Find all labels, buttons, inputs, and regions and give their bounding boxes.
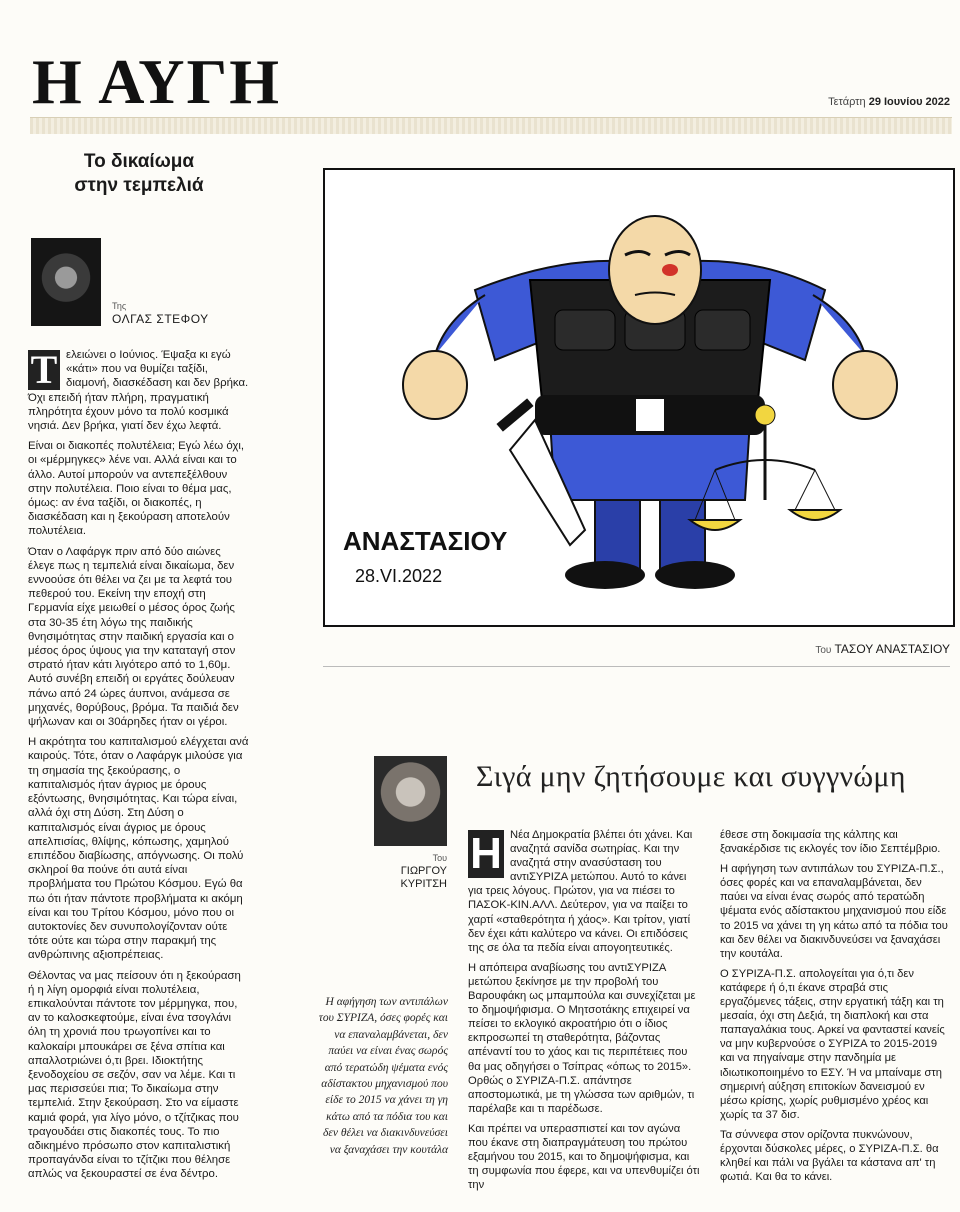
article-paragraph-6: Ο ΣΥΡΙΖΑ-Π.Σ. απολογείται για ό,τι δεν κατάφερε ή ό,τι έκανε στραβά στις εργαζόμενες τάξεις, στην εργατική τάξη και τη μεσαία, όχι στη Δεξιά, τη διαπλοκή και στα παπαγαλάκια τους. Αρκεί να φανταστεί κανείς να μην κυβερνούσε ο ΣΥΡΙΖΑ το 2015-2019 και να πηγαίναμε στην πανδημία με ιδιωτικοποιημένο το ΕΣΥ. Ή να μπαίναμε στη σημερινή αύξηση επιτοκίων δανεισμού εν μέσω κρίσης, χωρίς ρυθμισμένο χρέος και χωρίς τα 37 δισ.	[720, 967, 945, 1121]
article-paragraph-3: Και πρέπει να υπερασπιστεί και τον αγώνα που έκανε στη διαπραγμάτευση του πρώτου εξαμήνου του 2015, και το δημοψήφισμα, και τη συμφωνία που έφερε, και να υπενθυμίζει ότι την	[468, 1122, 700, 1192]
author-name-line2: ΚΥΡΙΤΣΗ	[400, 878, 447, 890]
masthead: Η ΑΥΓΗ	[32, 46, 281, 117]
article-paragraph-1: Η Νέα Δημοκρατία βλέπει ότι χάνει. Και αναζητά σανίδα σωτηρίας. Και την αναζητά στην ανασύσταση του αντιΣΥΡΙΖΑ μετώπου. Αυτό το κάνει για τρεις λόγους. Πρώτον, για να πιέσει το ΠΑΣΟΚ-ΚΙΝ.ΑΛΛ. Δεύτερον, για να παίξει το χαρτί «σταθερότητα ή χάος». Και τρίτον, γιατί δεν έχει κάτι καλύτερο να κάνει. Οι επιδόσεις της σε όλα τα πεδία είναι απογοητευτικές.	[468, 829, 693, 954]
credit-of: Του	[815, 645, 832, 656]
author-photo-kyritsis	[374, 756, 447, 846]
opinion-body	[28, 348, 250, 1188]
dropcap: Τ	[28, 350, 60, 390]
opinion-paragraph-4: Η ακρότητα του καπιταλισμού ελέγχεται ανά καιρούς. Τότε, όταν ο Λαφάργκ μιλούσε για τη σημασία της ξεκούρασης, ο καπιταλισμός ήταν άγριος με όρους εξόντωσης, θνησιμότητας. Και τώρα είναι, αλλά όχι στη Δύση. Στη Δύση ο καπιταλισμός είναι άγριος με όρους απελπισίας, θλίψης, κόπωσης, χαμηλού επιπέδου διαβίωσης, απόγνωσης. Οι πολύ σκληροί θα πούνε ότι αυτά είναι προβλήματα του Πρώτου Κόσμου. Εγώ θα πω ότι ήταν πάντοτε προβλήματα κι ακόμη είναι και του Τρίτου Κόσμου, μόνο που οι αυτοκτονίες δεν συνυπολογίζονταν ούτε τότε ούτε και τώρα στην παρακμή της ανθρώπινης αξιοπρέπειας.	[28, 736, 249, 962]
byline-of: Της	[112, 301, 127, 311]
opinion-byline	[112, 300, 209, 326]
article-paragraph-2: Η απόπειρα αναβίωσης του αντιΣΥΡΙΖΑ μετώπου ξεκίνησε με την προβολή του Βαρουφάκη ως μπαμπούλα και συνεχίζεται με το δημοψήφισμα. Ο Μητσοτάκης επιχειρεί να πείσει το εκλογικό ακροατήριο ότι ο ίδιος εκπροσωπεί τη σταθερότητα, βάζοντας απέναντί του το χάος και τις περιπέτειες που θα μας οδηγήσει ο Τσίπρας «όπως το 2015». Ορθώς ο ΣΥΡΙΖΑ-Π.Σ. απάντησε αποστομωτικά, με τη γλώσσα των αριθμών, τι παρέλαβε και τι παρέδωσε.	[468, 961, 696, 1115]
author-name-line1: ΓΙΩΡΓΟΥ	[400, 865, 447, 877]
article-title: Σιγά μην ζητήσουμε και συγγνώμη	[476, 760, 906, 793]
byline-of: Του	[432, 853, 447, 863]
author-name: ΟΛΓΑΣ ΣΤΕΦΟΥ	[112, 312, 209, 326]
dropcap: Η	[468, 830, 504, 878]
pull-quote: Η αφήγηση των αντιπάλων του ΣΥΡΙΖΑ, όσες φορές και να επαναλαμβάνεται, δεν παύει να είναι ένας σωρός από τερατώδη ψέματα ενός αδίστακτου μηχανισμού που είδε το 2015 να χάνει τη γη κάτω από τα πόδια του και δεν θέλει να διακινδυνεύσει να ξαναχάσει την κουτάλα	[318, 996, 448, 1156]
opinion-paragraph-1: Τ ελειώνει ο Ιούνιος. Έψαξα κι εγώ «κάτι» που να θυμίζει ταξίδι, διαμονή, διασκέδαση και δεν βρήκα. Όχι επειδή ήταν πλήρη, πραγματική πληρότητα έχουν μόνο τα πολύ κοσμικά νησιά. Δεν βρήκα, γιατί δεν έχω λεφτά.	[28, 347, 249, 433]
author-photo	[31, 238, 101, 326]
article-paragraph-7: Τα σύννεφα στον ορίζοντα πυκνώνουν, έρχονται δύσκολες μέρες, ο ΣΥΡΙΖΑ-Π.Σ. θα κληθεί και πάλι να βγάλει τα κάστανα απ' τη φωτιά. Και θα το κάνει.	[720, 1128, 939, 1184]
credit-name: ΤΑΣΟΥ ΑΝΑΣΤΑΣΙΟΥ	[834, 642, 950, 656]
issue-date	[828, 96, 950, 108]
date-value: 29 Ιουνίου 2022	[868, 96, 950, 108]
opinion-paragraph-5: Θέλοντας να μας πείσουν ότι η ξεκούραση ή η λίγη ομορφιά είναι πολυτέλεια, επικαλούνται πάντοτε τον μέρμηγκα, που, αν το καλοσκεφτούμε, είναι ένα τσογλάνι όλη τη χρονιά που τρωγοπίνει και το καλοκαίρι μπουκάρει σε ξένα σπίτια και απαλλοτριώνει ό,τι βρει. Ιδιοκτήτης ξενοδοχείου σε σεζόν, σαν να λέμε. Και τι μας περισσεύει πια; Το δικαίωμα στην τεμπελιά. Στην ξεκούραση. Στο να είμαστε καμιά φορά, για λίγο μόνο, ο τζίτζικας που τραγουδάει στις διακοπές τους. Το πιο αδικημένο πρόσωπο στον καπιταλιστική προπαγάνδα είναι το τζίτζικι που θέλησε απλώς να ξεκουραστεί σε ένα δέντρο.	[28, 969, 241, 1181]
cartoon-signature: ΑΝΑΣΤΑΣΙΟΥ	[343, 526, 508, 556]
opinion-title	[28, 150, 250, 198]
article-paragraph-5: Η αφήγηση των αντιπάλων του ΣΥΡΙΖΑ-Π.Σ., όσες φορές και να επαναλαμβάνεται, δεν παύει να είναι ένας σωρός από τερατώδη ψέματα ενός αδίστακτου μηχανισμού που είδε το 2015 να χάνει τη γη κάτω από τα πόδια του και δεν θέλει να διακινδυνεύσει να ξαναχάσει την κουτάλα.	[720, 863, 948, 960]
article-paragraph-4: έθεσε στη δοκιμασία της κάλπης και ξανακέρδισε τις εκλογές τον ίδιο Σεπτέμβριο.	[720, 829, 941, 856]
masthead-rule	[30, 117, 952, 134]
article-byline	[374, 852, 447, 891]
section-divider	[323, 666, 950, 667]
cartoon-drawing	[325, 170, 953, 625]
opinion-title-line2: στην τεμπελιά	[74, 175, 204, 196]
political-cartoon	[323, 168, 955, 627]
cartoon-signature-date: 28.VI.2022	[355, 566, 443, 586]
weekday: Τετάρτη	[828, 96, 866, 108]
opinion-column	[28, 150, 250, 1181]
opinion-title-line1: Το δικαίωμα	[83, 151, 195, 172]
cartoon-credit	[815, 642, 950, 656]
article-column-middle	[468, 828, 700, 1198]
opinion-paragraph-2: Είναι οι διακοπές πολυτέλεια; Εγώ λέω όχι, οι «μέρμηγκες» λένε ναι. Αλλά είναι και το άλλο. Αυτοί μπορούν να αντεπεξέλθουν στην πολυτέλεια. Ποιο είναι το θέμα μας, όμως: αν ένα ταξίδι, οι διακοπές, η διασκέδαση και η ξεκούραση αποτελούν πολυτέλεια.	[28, 440, 245, 538]
opinion-paragraph-3: Όταν ο Λαφάργκ πριν από δύο αιώνες έλεγε πως η τεμπελιά είναι δικαίωμα, δεν εννοούσε ότι θέλει να ζει με τα λεφτά του πεθερού του. Εκείνη την εποχή στη Γερμανία είχε μειωθεί ο μέσος όρος ζωής στα 30-35 έτη λόγω της παιδικής θνησιμότητας στην παιδική εργασία και ο μέσος όρος ύψους για την καταταγή στον στρατό ήταν κάτι λιγότερο από το 1,60μ. Αυτό συνέβη επειδή οι εργάτες δούλευαν πάνω από 24 ώρες άυπνοι, ανάμεσα σε μηχανές, θορύβους, βρόμα. Τα παιδιά δεν ψήλωναν και οι 30άρηδες ήταν οι γέροι.	[28, 545, 239, 729]
article-column-right	[720, 828, 952, 1190]
